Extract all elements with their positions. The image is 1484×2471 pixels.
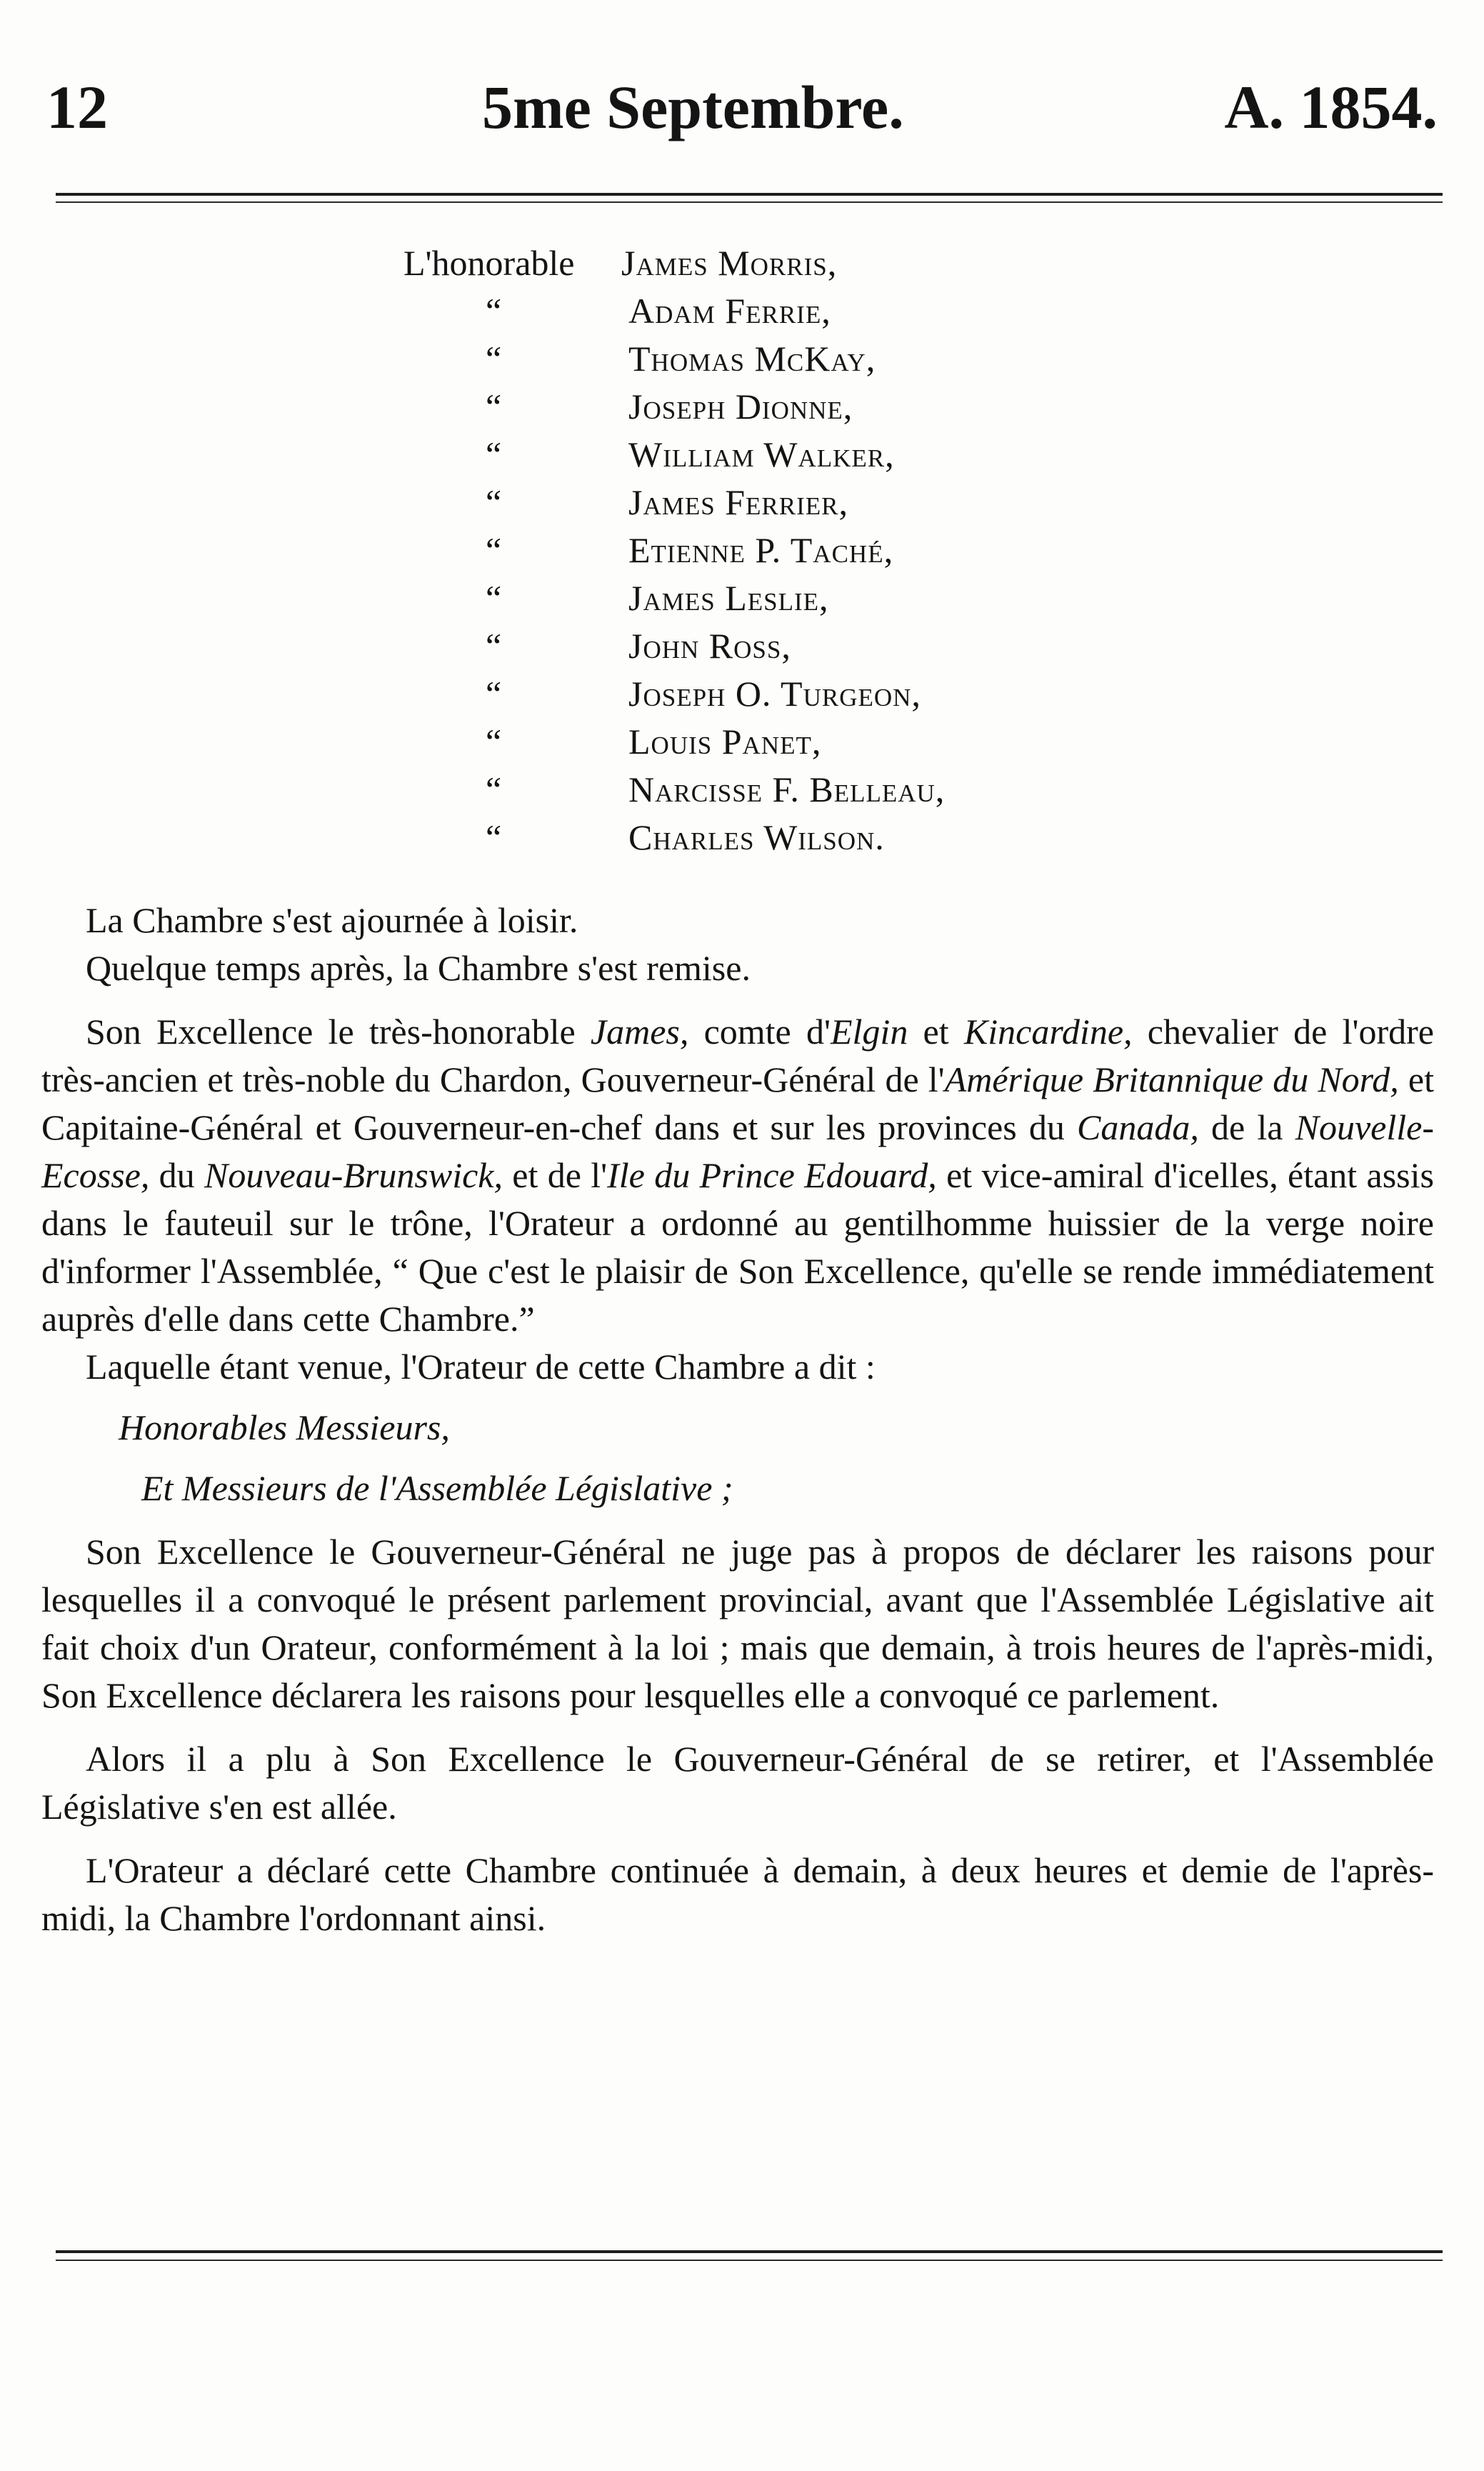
list-item <box>0 766 1484 814</box>
member-name: James Morris, <box>621 243 838 283</box>
member-name: James Leslie, <box>628 578 829 618</box>
list-item <box>0 335 1484 383</box>
ditto-mark: “ <box>486 530 502 570</box>
list-item <box>0 526 1484 574</box>
header-rule-thin <box>56 201 1443 203</box>
member-name: Adam Ferrie, <box>628 291 831 331</box>
member-name: James Ferrier, <box>628 482 848 522</box>
page-header <box>39 68 1445 146</box>
honorific: L'honorable <box>403 243 575 283</box>
body-text <box>41 897 1434 1942</box>
list-item <box>0 239 1484 287</box>
member-name: William Walker, <box>628 434 895 474</box>
header-date: 5me Septembre. <box>482 73 904 141</box>
list-item <box>0 574 1484 622</box>
ditto-mark: “ <box>486 626 502 666</box>
salutation-assemblee: Et Messieurs de l'Assemblée Législative ; <box>141 1468 733 1508</box>
list-item <box>0 479 1484 526</box>
ditto-mark: “ <box>486 578 502 618</box>
member-name: John Ross, <box>628 626 791 666</box>
list-item <box>0 670 1484 718</box>
ditto-mark: “ <box>486 482 502 522</box>
member-name: Louis Panet, <box>628 722 822 762</box>
list-item <box>0 383 1484 431</box>
page-number: 12 <box>46 73 108 141</box>
member-name: Thomas McKay, <box>628 339 876 379</box>
header-rule-thick <box>56 193 1443 196</box>
salutation-honorables: Honorables Messieurs, <box>119 1407 450 1447</box>
member-name: Joseph Dionne, <box>628 386 853 426</box>
footer-rule-thin <box>56 2260 1443 2261</box>
member-list <box>0 239 1484 862</box>
list-item <box>0 287 1484 335</box>
paragraph-continuation: L'Orateur a déclaré cette Chambre continuée à demain, à deux heures et demie de l'après-midi, la Chambre l'ordonnant ainsi. <box>41 1850 1434 1938</box>
member-name: Joseph O. Turgeon, <box>628 674 921 714</box>
list-item <box>0 431 1484 479</box>
ditto-mark: “ <box>486 291 502 331</box>
header-year: A. 1854. <box>1224 73 1438 141</box>
paragraph-resumed: Quelque temps après, la Chambre s'est remise. <box>86 948 751 988</box>
member-name: Charles Wilson. <box>628 817 885 857</box>
ditto-mark: “ <box>486 434 502 474</box>
footer-rule-thick <box>56 2250 1443 2253</box>
ditto-mark: “ <box>486 817 502 857</box>
ditto-mark: “ <box>486 722 502 762</box>
ditto-mark: “ <box>486 386 502 426</box>
ditto-mark: “ <box>486 674 502 714</box>
ditto-mark: “ <box>486 339 502 379</box>
paragraph-adjournment: La Chambre s'est ajournée à loisir. <box>86 900 578 940</box>
list-item <box>0 718 1484 766</box>
ditto-mark: “ <box>486 769 502 809</box>
paragraph-speaker-said: Laquelle étant venue, l'Orateur de cette Chambre a dit : <box>86 1347 876 1387</box>
paragraph-speech: Son Excellence le Gouverneur-Général ne juge pas à propos de déclarer les raisons pour lesquelles il a convoqué le présent parlement provincial, avant que l'Assemblée Législative ait fait choix d'un Orateur, conformément à la loi ; mais que demain, à trois heures de l'après-midi, Son Excellence déclarera les raisons pour lesquelles elle a convoqué ce parlement. <box>41 1532 1434 1715</box>
paragraph-withdrawal: Alors il a plu à Son Excellence le Gouverneur-Général de se retirer, et l'Assemblée Législative s'en est allée. <box>41 1739 1434 1827</box>
paragraph-governor-arrival: Son Excellence le très-honorable James, comte d'Elgin et Kincardine, chevalier de l'ordre très-ancien et très-noble du Chardon, Gouverneur-Général de l'Amérique Britannique du Nord, et Capitaine-Général et Gouverneur-en-chef dans et sur les provinces du Canada, de la Nouvelle-Ecosse, du Nouveau-Brunswick, et de l'Ile du Prince Edouard, et vice-amiral d'icelles, étant assis dans le fauteuil sur le trône, l'Orateur a ordonné au gentilhomme huissier de la verge noire d'informer l'Assemblée, “ Que c'est le plaisir de Son Excellence, qu'elle se rende immédiatement auprès d'elle dans cette Chambre.” <box>41 1012 1435 1339</box>
list-item <box>0 814 1484 862</box>
member-name: Etienne P. Taché, <box>628 530 894 570</box>
member-name: Narcisse F. Belleau, <box>628 769 946 809</box>
list-item <box>0 622 1484 670</box>
